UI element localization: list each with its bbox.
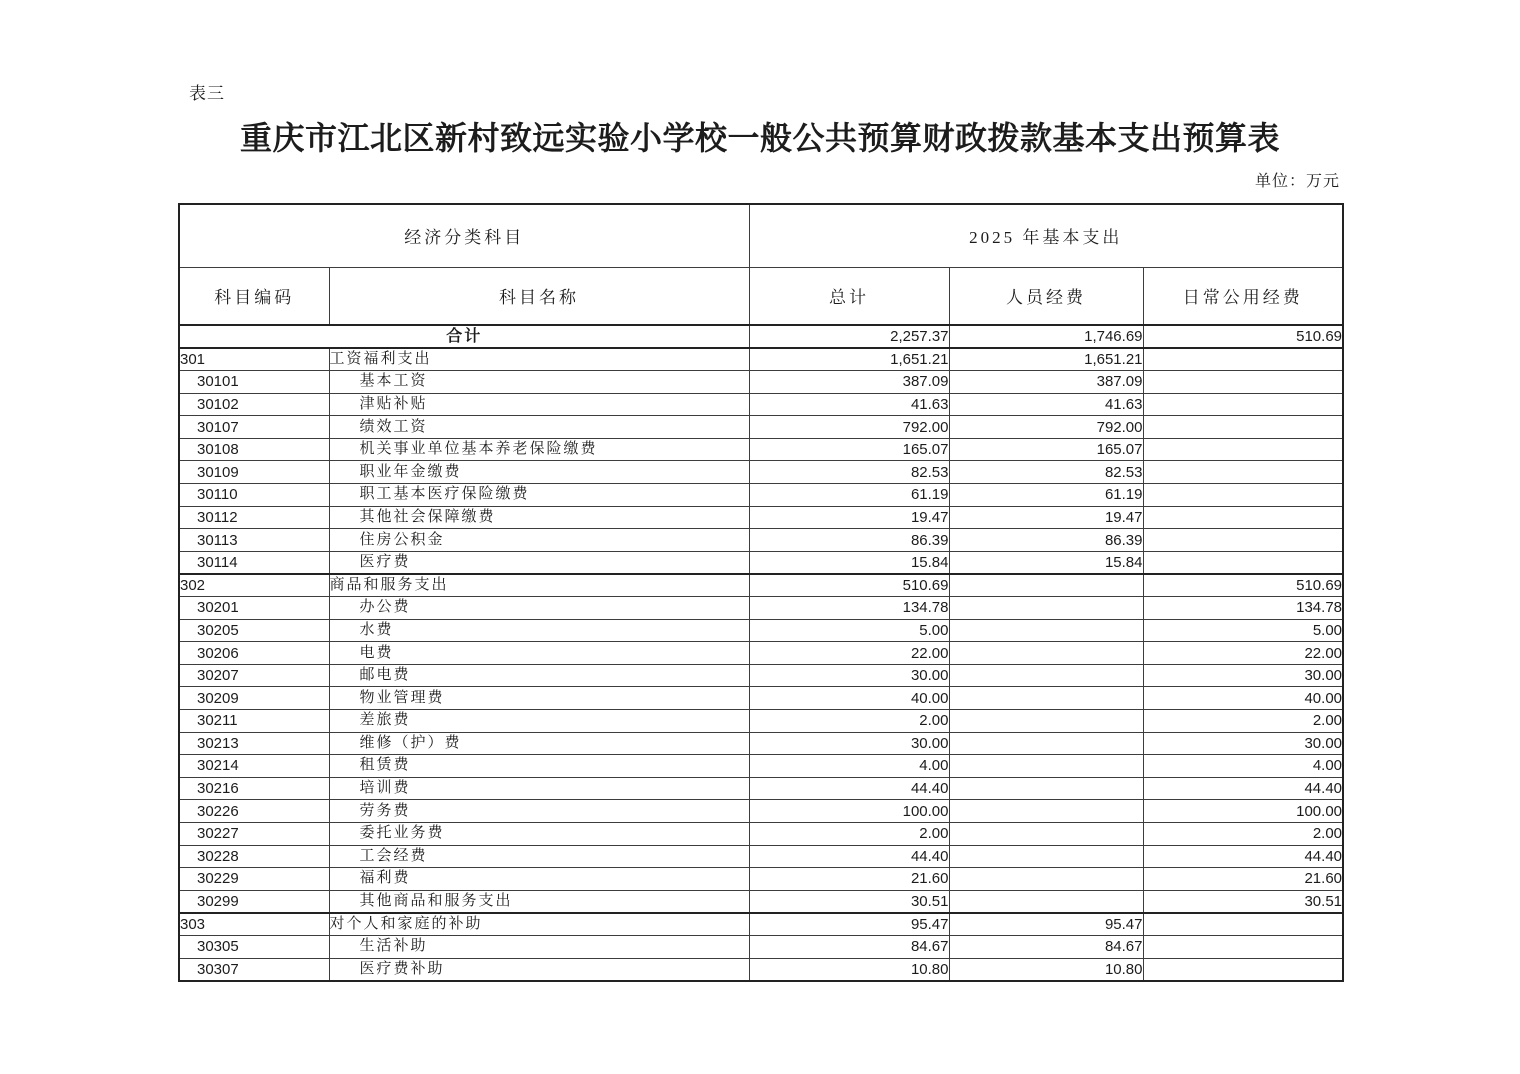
table-row: [179, 371, 1343, 394]
table-row: [179, 461, 1343, 484]
total-cell: 30.00: [749, 664, 949, 687]
total-cell: 134.78: [749, 597, 949, 620]
personnel-cell: [949, 755, 1143, 778]
personnel-cell: [949, 868, 1143, 891]
total-cell: 86.39: [749, 529, 949, 552]
daily-cell: [1143, 461, 1343, 484]
grand-total-row: [179, 325, 1343, 348]
subject-name-cell: 对个人和家庭的补助: [329, 913, 749, 936]
subject-name-cell: 工会经费: [329, 845, 749, 868]
total-cell: 30.00: [749, 732, 949, 755]
total-cell: 61.19: [749, 484, 949, 507]
personnel-cell: 792.00: [949, 416, 1143, 439]
table-row: [179, 822, 1343, 845]
personnel-cell: 95.47: [949, 913, 1143, 936]
daily-cell: 30.51: [1143, 890, 1343, 913]
personnel-cell: [949, 574, 1143, 597]
subject-name-cell: 办公费: [329, 597, 749, 620]
table-row: [179, 777, 1343, 800]
subject-code-cell: 30107: [179, 416, 329, 439]
table-row: [179, 958, 1343, 981]
subject-name-cell: 职业年金缴费: [329, 461, 749, 484]
column-header-subject-name: 科目名称: [329, 267, 749, 325]
table-body: [179, 325, 1343, 981]
table-row: [179, 348, 1343, 371]
subject-code-cell: 30114: [179, 551, 329, 574]
table-row: [179, 506, 1343, 529]
subject-code-cell: 30209: [179, 687, 329, 710]
subject-code-cell: 30109: [179, 461, 329, 484]
personnel-cell: 86.39: [949, 529, 1143, 552]
subject-name-cell: 津贴补贴: [329, 393, 749, 416]
personnel-cell: [949, 822, 1143, 845]
table-row: [179, 935, 1343, 958]
personnel-cell: [949, 710, 1143, 733]
daily-cell: 44.40: [1143, 777, 1343, 800]
subject-code-cell: 30101: [179, 371, 329, 394]
daily-cell: 510.69: [1143, 574, 1343, 597]
daily-cell: 4.00: [1143, 755, 1343, 778]
subject-name-cell: 基本工资: [329, 371, 749, 394]
total-cell: 387.09: [749, 371, 949, 394]
subject-code-cell: 30102: [179, 393, 329, 416]
table-row: [179, 868, 1343, 891]
personnel-cell: 61.19: [949, 484, 1143, 507]
column-header-total: 总计: [749, 267, 949, 325]
table-row: [179, 732, 1343, 755]
table-row: [179, 687, 1343, 710]
subject-name-cell: 机关事业单位基本养老保险缴费: [329, 438, 749, 461]
table-row: [179, 845, 1343, 868]
daily-cell: 21.60: [1143, 868, 1343, 891]
header-economic-classification: 经济分类科目: [179, 204, 749, 267]
total-cell: 21.60: [749, 868, 949, 891]
subject-code-cell: 301: [179, 348, 329, 371]
table-header: [179, 204, 1343, 325]
daily-cell: 100.00: [1143, 800, 1343, 823]
total-cell: 510.69: [749, 574, 949, 597]
daily-cell: [1143, 438, 1343, 461]
subject-code-cell: 30229: [179, 868, 329, 891]
personnel-cell: 387.09: [949, 371, 1143, 394]
table-row: [179, 755, 1343, 778]
table-row: [179, 619, 1343, 642]
daily-cell: 30.00: [1143, 664, 1343, 687]
subject-code-cell: 30110: [179, 484, 329, 507]
personnel-cell: [949, 777, 1143, 800]
daily-cell: 22.00: [1143, 642, 1343, 665]
table-row: [179, 710, 1343, 733]
daily-cell: 2.00: [1143, 710, 1343, 733]
subject-code-cell: 30108: [179, 438, 329, 461]
total-cell: 1,651.21: [749, 348, 949, 371]
table-row: [179, 438, 1343, 461]
daily-cell: [1143, 393, 1343, 416]
table-number-label: 表三: [189, 84, 225, 103]
table-row: [179, 484, 1343, 507]
total-cell: 44.40: [749, 777, 949, 800]
subject-name-cell: 其他商品和服务支出: [329, 890, 749, 913]
subject-name-cell: 医疗费补助: [329, 958, 749, 981]
total-cell: 40.00: [749, 687, 949, 710]
subject-code-cell: 30205: [179, 619, 329, 642]
total-cell: 19.47: [749, 506, 949, 529]
total-cell: 30.51: [749, 890, 949, 913]
subject-code-cell: 30112: [179, 506, 329, 529]
daily-cell: 5.00: [1143, 619, 1343, 642]
grand-total-total: 2,257.37: [749, 325, 949, 348]
total-cell: 41.63: [749, 393, 949, 416]
personnel-cell: [949, 845, 1143, 868]
subject-code-cell: 30214: [179, 755, 329, 778]
subject-name-cell: 委托业务费: [329, 822, 749, 845]
grand-total-label: 合计: [179, 325, 749, 348]
total-cell: 22.00: [749, 642, 949, 665]
personnel-cell: [949, 687, 1143, 710]
table-row: [179, 529, 1343, 552]
grand-total-daily: 510.69: [1143, 325, 1343, 348]
personnel-cell: 10.80: [949, 958, 1143, 981]
personnel-cell: [949, 619, 1143, 642]
daily-cell: [1143, 935, 1343, 958]
personnel-cell: 41.63: [949, 393, 1143, 416]
daily-cell: [1143, 958, 1343, 981]
table-row: [179, 664, 1343, 687]
subject-code-cell: 30228: [179, 845, 329, 868]
total-cell: 82.53: [749, 461, 949, 484]
subject-name-cell: 差旅费: [329, 710, 749, 733]
subject-code-cell: 30207: [179, 664, 329, 687]
subject-code-cell: 30206: [179, 642, 329, 665]
daily-cell: [1143, 348, 1343, 371]
personnel-cell: [949, 597, 1143, 620]
unit-note: 单位：万元: [1254, 173, 1340, 190]
total-cell: 2.00: [749, 822, 949, 845]
personnel-cell: 165.07: [949, 438, 1143, 461]
subject-code-cell: 30201: [179, 597, 329, 620]
daily-cell: [1143, 484, 1343, 507]
total-cell: 4.00: [749, 755, 949, 778]
daily-cell: [1143, 416, 1343, 439]
subject-name-cell: 福利费: [329, 868, 749, 891]
daily-cell: [1143, 371, 1343, 394]
column-header-subject-code: 科目编码: [179, 267, 329, 325]
subject-name-cell: 住房公积金: [329, 529, 749, 552]
daily-cell: 30.00: [1143, 732, 1343, 755]
column-header-personnel-funds: 人员经费: [949, 267, 1143, 325]
column-header-daily-public-funds: 日常公用经费: [1143, 267, 1343, 325]
subject-code-cell: 30226: [179, 800, 329, 823]
subject-code-cell: 30305: [179, 935, 329, 958]
daily-cell: 2.00: [1143, 822, 1343, 845]
subject-name-cell: 生活补助: [329, 935, 749, 958]
subject-code-cell: 30216: [179, 777, 329, 800]
header-group-row: [179, 204, 1343, 267]
subject-name-cell: 水费: [329, 619, 749, 642]
table-row: [179, 913, 1343, 936]
personnel-cell: [949, 800, 1143, 823]
subject-name-cell: 物业管理费: [329, 687, 749, 710]
personnel-cell: [949, 890, 1143, 913]
table-row: [179, 551, 1343, 574]
total-cell: 10.80: [749, 958, 949, 981]
personnel-cell: [949, 732, 1143, 755]
total-cell: 84.67: [749, 935, 949, 958]
personnel-cell: 84.67: [949, 935, 1143, 958]
grand-total-personnel: 1,746.69: [949, 325, 1143, 348]
subject-code-cell: 30213: [179, 732, 329, 755]
subject-name-cell: 医疗费: [329, 551, 749, 574]
total-cell: 2.00: [749, 710, 949, 733]
table-row: [179, 393, 1343, 416]
subject-code-cell: 30307: [179, 958, 329, 981]
personnel-cell: 15.84: [949, 551, 1143, 574]
page-title: 重庆市江北区新村致远实验小学校一般公共预算财政拨款基本支出预算表: [239, 120, 1280, 156]
daily-cell: [1143, 506, 1343, 529]
daily-cell: 44.40: [1143, 845, 1343, 868]
table-row: [179, 642, 1343, 665]
subject-code-cell: 30211: [179, 710, 329, 733]
subject-name-cell: 维修（护）费: [329, 732, 749, 755]
subject-name-cell: 电费: [329, 642, 749, 665]
subject-code-cell: 303: [179, 913, 329, 936]
subject-code-cell: 30227: [179, 822, 329, 845]
subject-name-cell: 商品和服务支出: [329, 574, 749, 597]
subject-name-cell: 职工基本医疗保险缴费: [329, 484, 749, 507]
total-cell: 15.84: [749, 551, 949, 574]
table-row: [179, 597, 1343, 620]
subject-name-cell: 劳务费: [329, 800, 749, 823]
total-cell: 5.00: [749, 619, 949, 642]
header-2025-basic-expenditure: 2025 年基本支出: [749, 204, 1343, 267]
subject-name-cell: 绩效工资: [329, 416, 749, 439]
subject-name-cell: 邮电费: [329, 664, 749, 687]
total-cell: 44.40: [749, 845, 949, 868]
total-cell: 165.07: [749, 438, 949, 461]
total-cell: 100.00: [749, 800, 949, 823]
daily-cell: 40.00: [1143, 687, 1343, 710]
total-cell: 95.47: [749, 913, 949, 936]
personnel-cell: [949, 664, 1143, 687]
table-row: [179, 890, 1343, 913]
subject-name-cell: 租赁费: [329, 755, 749, 778]
personnel-cell: [949, 642, 1143, 665]
budget-table: [178, 203, 1344, 982]
header-columns-row: [179, 267, 1343, 325]
total-cell: 792.00: [749, 416, 949, 439]
daily-cell: 134.78: [1143, 597, 1343, 620]
table-row: [179, 574, 1343, 597]
subject-code-cell: 30113: [179, 529, 329, 552]
personnel-cell: 19.47: [949, 506, 1143, 529]
personnel-cell: 82.53: [949, 461, 1143, 484]
table-row: [179, 416, 1343, 439]
subject-name-cell: 其他社会保障缴费: [329, 506, 749, 529]
daily-cell: [1143, 913, 1343, 936]
daily-cell: [1143, 551, 1343, 574]
personnel-cell: 1,651.21: [949, 348, 1143, 371]
subject-name-cell: 工资福利支出: [329, 348, 749, 371]
subject-name-cell: 培训费: [329, 777, 749, 800]
table-row: [179, 800, 1343, 823]
subject-code-cell: 30299: [179, 890, 329, 913]
daily-cell: [1143, 529, 1343, 552]
subject-code-cell: 302: [179, 574, 329, 597]
